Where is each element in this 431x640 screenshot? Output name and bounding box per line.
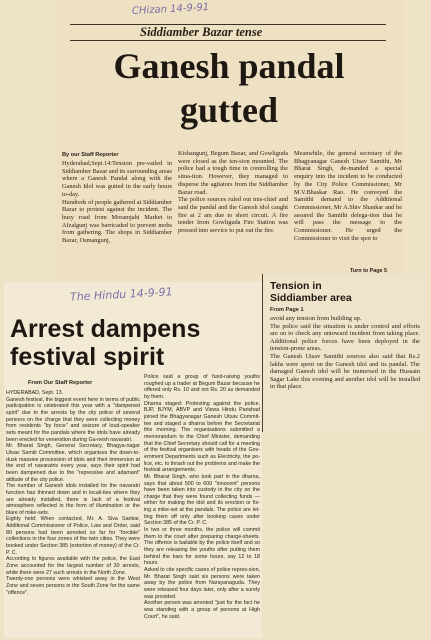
column-divider (262, 274, 263, 432)
handwritten-note-top: CHizan 14-9-91 (131, 1, 210, 18)
clipping-ganesh-pandal (54, 0, 404, 278)
article-body: avoid any tension from building up. The police said the situation is under control and efforts are on to check any untoward incident from taking place. Additional police forces have been deployed in the tension-prone areas. The Ganesh Utsav Samithi sources also said that Rs.2 lakhs were spent on the Ganesh idol and its pandal. The damaged Ganesh idol will be immersed in the Hussain Sagar Lake this evening and another idol will be installed in that place. (270, 315, 420, 391)
headline-line-1: Arrest dampens (10, 315, 201, 343)
kicker-headline: Siddiamber Bazar tense (140, 25, 263, 39)
headline-line-2: Siddiamber area (270, 292, 352, 304)
from-page: From Page 1 (270, 307, 304, 313)
handwritten-note-hindu: The Hindu 14-9-91 (69, 285, 173, 304)
article-column-3: Meanwhile, the general secretary of the Bhagyanagar Ganesh Utsav Samithi, Mr Bharat Singh, de-manded a special enquiry into the incident to be conducted by the City Police Commissioner, Mr M.V.Bhaskar Rao. He conveyed the Samithi demand to the Additional Commissioner, Mr A.Shiv Shankar and he assured the Samithi delega-tion that he will pass the message to the Commissioner. He urged the Commissioner to visit the spot to (294, 150, 402, 242)
article-column-1: HYDERABAD, Sept. 13. Ganesh festival, the biggest event here in terms of public participation is celebrated this year with a "dampened spirit" due to the arrests by the city police of several persons on the charge that they were collecting money from residents "by force" and seizure of loud-speaker sets meant for the pandals where the idols have already been erected for veneration during Ga-nesh navaratri. Mr. Bharat Singh, General Secretary, Bhagya-nagar Utsav Samiti Committee, which organises the down-to-dusk massive procession of idols and their immersion at the end of navaratris every year, says their spirit had been dampened due to the "repressive and adamant" attitude of the city police. The number of Ganesh idols installed for the navaratri function has thinned down and in locali-ties where they are already installed, there is lack of a festival atmosphere reflected in the form of illumination or the blare of mike-sets. Eighty held: When contacted, Mr. A. Siva Sankar, Additional Commissioner of Police, Law and Order, said 80 persons had been arrested so far for "forcible" collections in the four zones of the twin cities. They were booked under Section 385 (extortion of money) of the Cr. P. C. According to figures available with the police, the East Zone accounted for the largest number of 30 arrests, while there were 27 such arrests in the North Zone. Twenty-one persons were whisked away in the West Zone and seven persons in the South Zone for the same "offence". (6, 390, 140, 596)
article-column-1: Hyderabad,Sept.14:Tension pre-vailed in Siddiamber Bazar and its surrounding areas where a Ganesh Pandal along with the Ganesh Idol was gutted in the early hours to-day. Hundreds of people gathered at Siddiamber Bazar to protest against the incident. The busy road from Moramjahi Market to Afzalgunj was barricaded to prevent mobs from gathering. The shops in Siddiamber Bazar, Osmangunj, (62, 160, 172, 245)
headline-line-2: gutted (180, 90, 278, 130)
headline-line-2: festival spirit (10, 343, 165, 371)
byline: By our Staff Reporter (62, 152, 119, 158)
turn-to-page: Turn to Page 5 (350, 268, 388, 274)
clipping-tension (262, 274, 428, 434)
byline: From Our Staff Reporter (28, 380, 93, 386)
article-column-2: Kishangunj, Begum Bazar, and Gowliguda were closed as the ten-sion mounted. The police had a tough time in controlling the situa-tion. However, they managed to disperse the agitators from the Siddiamber Bazar road. The police sources ruled out mis-chief and said the pandal and the Ganesh idol caught fire at 2 am due to short circuit. A fire tender from Gowliguda Fire Station was pressed into service to put out the fire. (178, 150, 288, 235)
headline-line-1: Ganesh pandal (113, 46, 345, 86)
article-column-2: Police said a group of fund-raising youths roughed up a trader at Begum Bazar because he offered only Rs. 10 and not Rs. 20 as demanded by them. Dharna staged: Protesting against the police, BJP, BJYM, ABVP and Viswa Hindu Parishad joined the Bhagyanagar Ganesh Utsav Commit-tee and staged a dharna before the Secretariat this morning. The organisations submitted a memorandum to the Chief Minister, demanding that the Chief Secretary should call for a meeting of the festival organisers with heads of the Gov-ernment Departments such as Electricity, the po-lice, etc. to thrash out the problems and make the festival arrangements. Mr. Bharat Singh, who took part in the dharna, says that about 500 to 600 "innocent" persons have been taken into custody in the city on the charge that they were found collecting funds — either for making the idol and its erection or fix-ing a mike-set at the pandals. The police are let-ting them off only after booking cases under Section 385 of the Cr. P. C. In two or three months, the police will commit them to the court after preparing charge-sheets. The offence is bailable by the police itself and so they are releasing the youths after putting them behind the bars for some hours, say 12 to 18 hours. Asked to cite specific cases of police repres-sion, Mr. Bharat Singh said six persons were taken away by the police from Narayanaguda. They were released four days later, only after a surety was provided. Another person was arrested "just for the fact he was standing with a group of persons at High Court", he said. (144, 374, 261, 620)
headline-line-1: Tension in (270, 280, 322, 292)
clipping-arrest-dampens (4, 282, 262, 638)
kicker-rule-bottom (70, 40, 386, 41)
